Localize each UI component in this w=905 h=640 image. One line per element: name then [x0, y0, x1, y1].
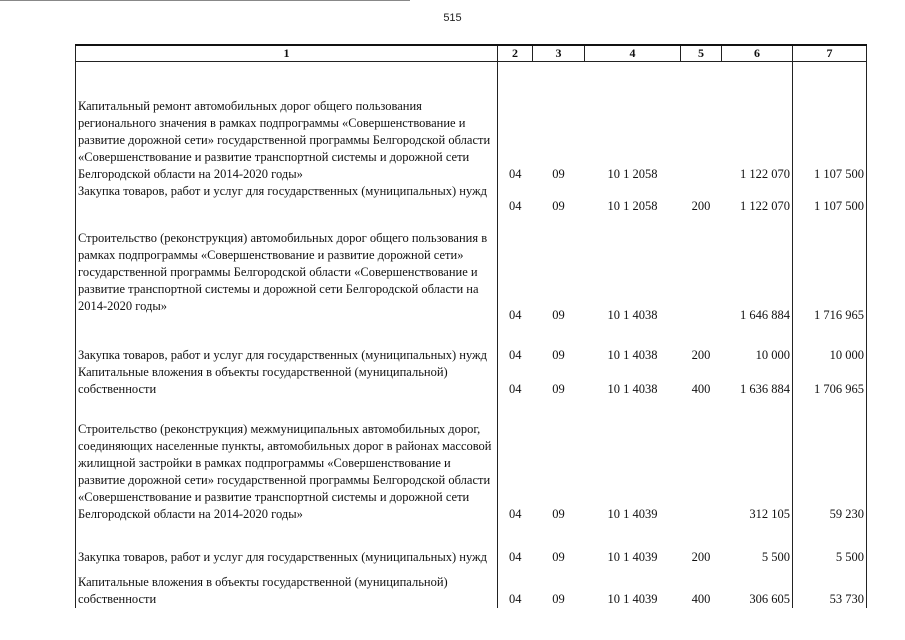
row-target: 10 1 4038	[607, 381, 658, 396]
row-target: 10 1 4038	[607, 307, 658, 322]
top-rule	[0, 0, 410, 1]
row-amount-6: 306 605	[722, 566, 793, 608]
row-kind	[681, 224, 722, 324]
row-amount-7: 5 500	[793, 523, 867, 566]
row-name: Закупка товаров, работ и услуг для государственных (муниципальных) нужд	[76, 523, 498, 566]
row-target: 10 1 4039	[607, 591, 658, 606]
row-kind: 400	[691, 591, 711, 606]
row-amount-7: 1 706 965	[793, 364, 867, 398]
column-header-6: 6	[722, 45, 793, 62]
row-subsection: 09	[552, 381, 565, 396]
row-subsection: 09	[552, 506, 565, 521]
column-header-4: 4	[585, 45, 681, 62]
column-header-1: 1	[76, 45, 498, 62]
row-kind	[681, 62, 722, 183]
row-name: Строительство (реконструкция) межмуниципальных автомобильных дорог, соединяющих населенные пункты, автомобильных дорог в районах массовой жилищной застройки в рамках подпрограммы «Совершенствование и развитие дорожной сети» государственной программы Белгородской области «Совершенствование и развитие транспортной системы и дорожной сети Белгородской области на 2014-2020 годы»	[76, 398, 498, 523]
row-amount-7: 53 730	[793, 566, 867, 608]
row-kind: 200	[691, 549, 711, 564]
row-target: 10 1 2058	[607, 198, 658, 213]
row-amount-6: 1 122 070	[722, 62, 793, 183]
row-amount-6: 5 500	[722, 523, 793, 566]
table-row	[76, 324, 867, 364]
row-section: 04	[509, 198, 522, 213]
row-subsection: 09	[552, 307, 565, 322]
row-amount-7: 59 230	[793, 398, 867, 523]
row-amount-6: 1 636 884	[722, 364, 793, 398]
row-name: Капитальные вложения в объекты государственной (муниципальной) собственности	[76, 566, 498, 608]
row-subsection: 09	[552, 347, 565, 362]
row-section: 04	[509, 347, 522, 362]
budget-table	[75, 44, 867, 608]
row-kind: 400	[691, 381, 711, 396]
row-section: 04	[509, 381, 522, 396]
row-amount-6: 312 105	[722, 398, 793, 523]
row-section: 04	[509, 166, 522, 181]
row-name: Капитальные вложения в объекты государственной (муниципальной) собственности	[76, 364, 498, 398]
table-row	[76, 398, 867, 523]
row-amount-7: 1 716 965	[793, 224, 867, 324]
row-section: 04	[509, 591, 522, 606]
row-subsection: 09	[552, 198, 565, 213]
row-amount-7: 1 107 500	[793, 62, 867, 183]
row-section: 04	[509, 506, 522, 521]
row-subsection: 09	[552, 549, 565, 564]
header-row	[76, 45, 867, 62]
row-amount-6: 1 122 070	[722, 183, 793, 224]
column-header-5: 5	[681, 45, 722, 62]
table-row	[76, 523, 867, 566]
row-name: Капитальный ремонт автомобильных дорог общего пользования регионального значения в рамках подпрограммы «Совершенствование и развитие дорожной сети» государственной программы Белгородской области «Совершенствование и развитие транспортной системы и дорожной сети Белгородской области на 2014-2020 годы»	[76, 62, 498, 183]
row-amount-6: 10 000	[722, 324, 793, 364]
row-section: 04	[509, 549, 522, 564]
column-header-2: 2	[498, 45, 533, 62]
row-name: Строительство (реконструкция) автомобильных дорог общего пользования в рамках подпрограммы «Совершенствование и развитие дорожной сети» государственной программы Белгородской области «Совершенствование и развитие транспортной системы и дорожной сети Белгородской области на 2014-2020 годы»	[76, 224, 498, 324]
row-name: Закупка товаров, работ и услуг для государственных (муниципальных) нужд	[76, 183, 498, 224]
row-kind: 200	[691, 198, 711, 213]
row-target: 10 1 4038	[607, 347, 658, 362]
row-kind	[681, 398, 722, 523]
table-row	[76, 224, 867, 324]
row-amount-6: 1 646 884	[722, 224, 793, 324]
row-amount-7: 1 107 500	[793, 183, 867, 224]
row-target: 10 1 2058	[607, 166, 658, 181]
column-header-7: 7	[793, 45, 867, 62]
row-section: 04	[509, 307, 522, 322]
row-subsection: 09	[552, 591, 565, 606]
row-amount-7: 10 000	[793, 324, 867, 364]
page-number: 515	[443, 12, 462, 24]
row-target: 10 1 4039	[607, 549, 658, 564]
row-subsection: 09	[552, 166, 565, 181]
table-row	[76, 364, 867, 398]
table-row	[76, 566, 867, 608]
row-name: Закупка товаров, работ и услуг для государственных (муниципальных) нужд	[76, 324, 498, 364]
table-row	[76, 62, 867, 183]
column-header-3: 3	[533, 45, 585, 62]
table-row	[76, 183, 867, 224]
row-kind: 200	[691, 347, 711, 362]
row-target: 10 1 4039	[607, 506, 658, 521]
